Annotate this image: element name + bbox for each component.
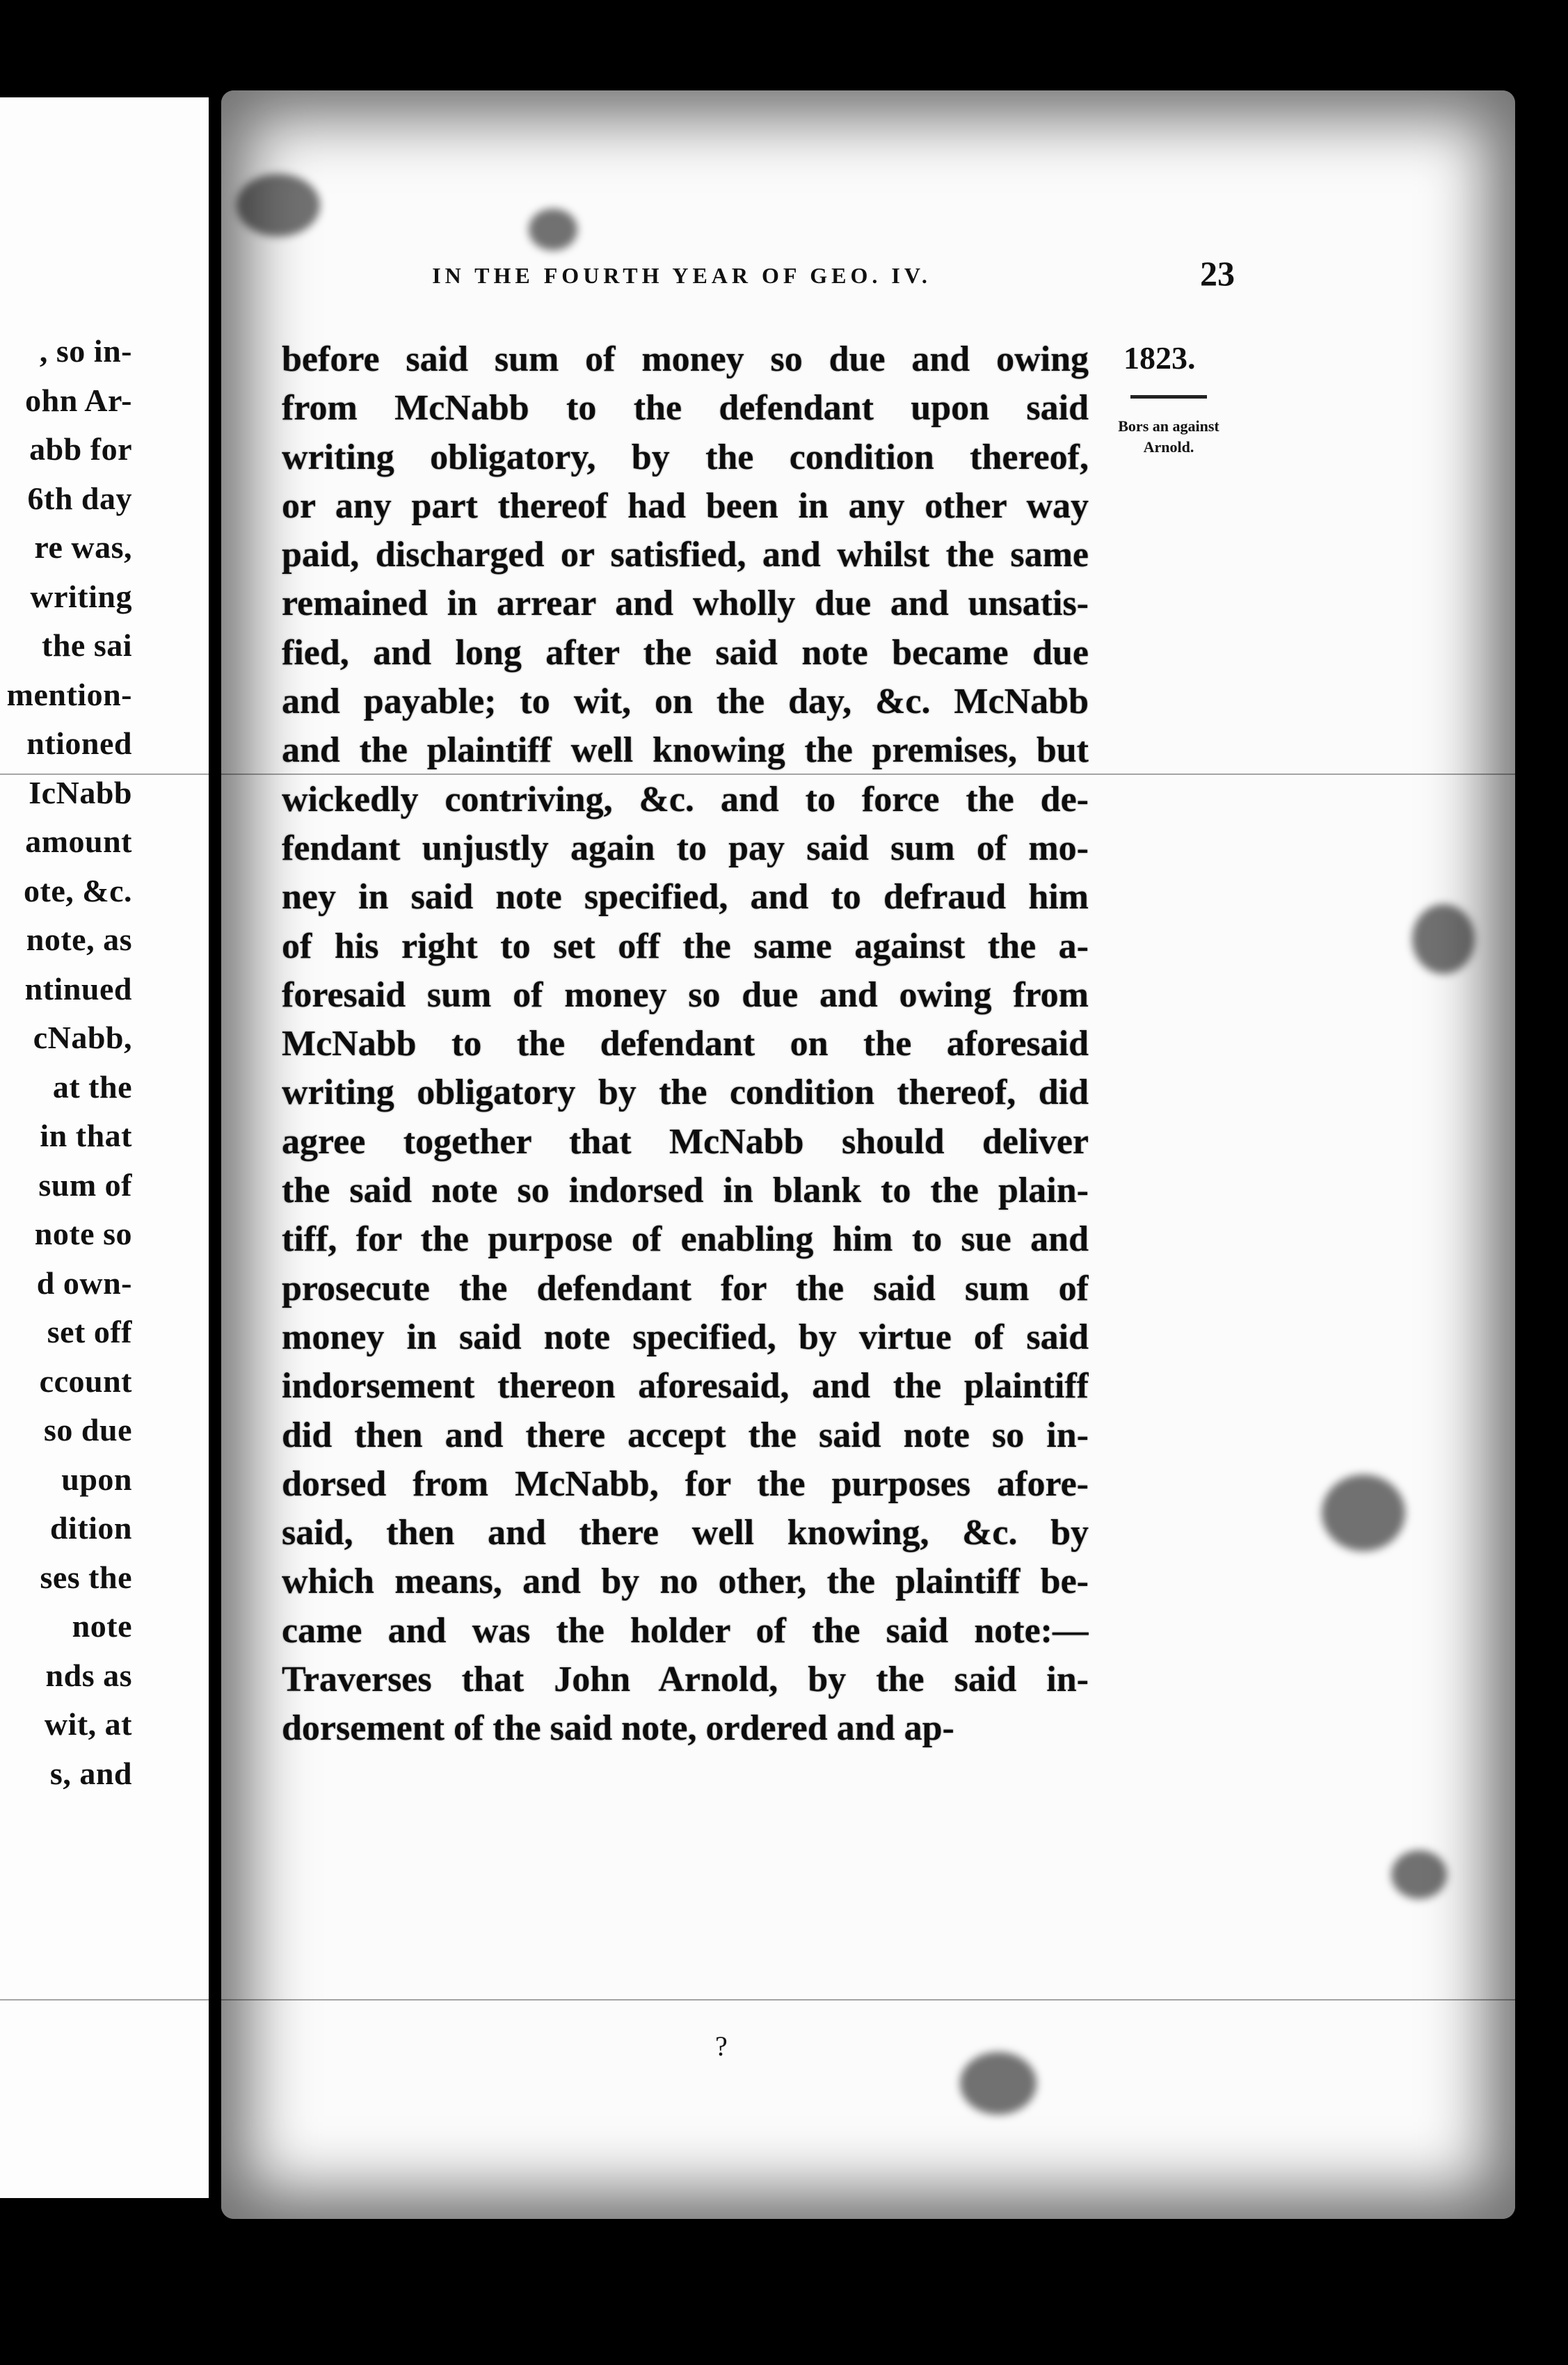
text-line: remained in arrear and wholly due and unsatis- [282, 584, 1089, 624]
facing-page-line: d own- [36, 1265, 132, 1301]
text-line: dorsed from McNabb, for the purposes afore- [282, 1464, 1089, 1504]
text-line: paid, discharged or satisfied, and whilst the same [282, 535, 1089, 575]
body-text [282, 335, 1089, 1754]
facing-page-line: note so [34, 1216, 132, 1251]
facing-page-line: ntioned [26, 725, 132, 761]
text-line: tiff, for the purpose of enabling him to sue and [282, 1219, 1089, 1260]
text-line: foresaid sum of money so due and owing from [282, 975, 1089, 1015]
facing-page-text [0, 327, 132, 1798]
text-line: writing obligatory by the condition thereof, did [282, 1073, 1089, 1113]
facing-page-line: note, as [26, 922, 132, 957]
ink-blot [529, 209, 577, 250]
facing-page-line: mention- [6, 676, 132, 712]
facing-page-line: cNabb, [33, 1020, 132, 1055]
text-line: dorsement of the said note, ordered and ap- [282, 1708, 954, 1749]
text-line: of his right to set off the same against the a- [282, 926, 1089, 966]
text-line: fendant unjustly again to pay said sum of mo- [282, 828, 1089, 868]
text-line: came and was the holder of the said note:— [282, 1610, 1089, 1651]
text-line: fied, and long after the said note became due [282, 632, 1089, 673]
ink-blot [1391, 1850, 1447, 1899]
facing-page-line: in that [40, 1118, 132, 1153]
margin-note: Bors an against Arnold. [1118, 417, 1219, 456]
text-line: the said note so indorsed in blank to the plain- [282, 1171, 1089, 1211]
text-line: McNabb to the defendant on the aforesaid [282, 1024, 1089, 1064]
text-line: prosecute the defendant for the said sum of [282, 1268, 1089, 1308]
facing-page-line: IcNabb [29, 774, 132, 810]
text-line: which means, and by no other, the plaintiff be- [282, 1562, 1089, 1602]
scan-border-bottom [0, 2219, 1568, 2365]
facing-page-line: ohn Ar- [25, 382, 132, 418]
ink-blot [1322, 1475, 1405, 1551]
text-line: ney in said note specified, and to defraud him [282, 877, 1089, 917]
margin-rule [1130, 395, 1207, 399]
text-line: writing obligatory, by the condition thereof, [282, 437, 1089, 477]
facing-page-line: , so in- [39, 333, 132, 369]
facing-page-line: wit, at [44, 1706, 132, 1742]
facing-page-line: abb for [29, 431, 132, 467]
text-line: before said sum of money so due and owing [282, 339, 1089, 379]
facing-page-line: the sai [42, 627, 132, 663]
text-line: agree together that McNabb should deliver [282, 1121, 1089, 1162]
facing-page-line: note [72, 1608, 132, 1644]
facing-page-line: writing [30, 578, 132, 614]
facing-page-line: ccount [39, 1363, 132, 1399]
facing-page-line: ses the [40, 1559, 132, 1595]
facing-page-line: so due [44, 1412, 132, 1448]
facing-page-line: ote, &c. [24, 872, 132, 908]
ink-blot [237, 174, 320, 236]
ink-blot [1412, 904, 1475, 974]
text-line: and payable; to wit, on the day, &c. McNabb [282, 682, 1089, 722]
text-line: Traverses that John Arnold, by the said in- [282, 1660, 1089, 1700]
facing-page-line: re was, [34, 529, 132, 565]
scan-line [0, 1999, 1568, 2001]
facing-page-line: at the [52, 1068, 132, 1105]
facing-page-line: upon [61, 1461, 132, 1497]
ink-blot [960, 2052, 1037, 2115]
facing-page-line: set off [47, 1314, 132, 1349]
facing-page-line: nds as [45, 1657, 132, 1693]
facing-page-line: 6th day [27, 480, 132, 516]
text-line: or any part thereof had been in any other way [282, 486, 1089, 526]
text-line: said, then and there well knowing, &c. by [282, 1513, 1089, 1553]
text-line: money in said note specified, by virtue of said [282, 1317, 1089, 1357]
text-line: did then and there accept the said note so in- [282, 1415, 1089, 1455]
facing-page-line: ntinued [24, 970, 132, 1007]
scan-border-top [0, 0, 1568, 97]
facing-page-line: s, and [49, 1755, 132, 1791]
text-line: and the plaintiff well knowing the premises, but [282, 730, 1089, 771]
facing-page-line: sum of [38, 1167, 132, 1203]
margin-year: 1823. [1123, 340, 1196, 376]
facing-page-line: dition [49, 1510, 132, 1546]
running-head: IN THE FOURTH YEAR OF GEO. IV. [432, 263, 931, 288]
text-line: indorsement thereon aforesaid, and the plaintiff [282, 1366, 1089, 1406]
text-line: from McNabb to the defendant upon said [282, 388, 1089, 428]
facing-page-line: amount [25, 824, 132, 859]
page-number: 23 [1200, 254, 1235, 293]
text-line: wickedly contriving, &c. and to force the de- [282, 779, 1089, 819]
stray-mark: ? [715, 2030, 728, 2062]
